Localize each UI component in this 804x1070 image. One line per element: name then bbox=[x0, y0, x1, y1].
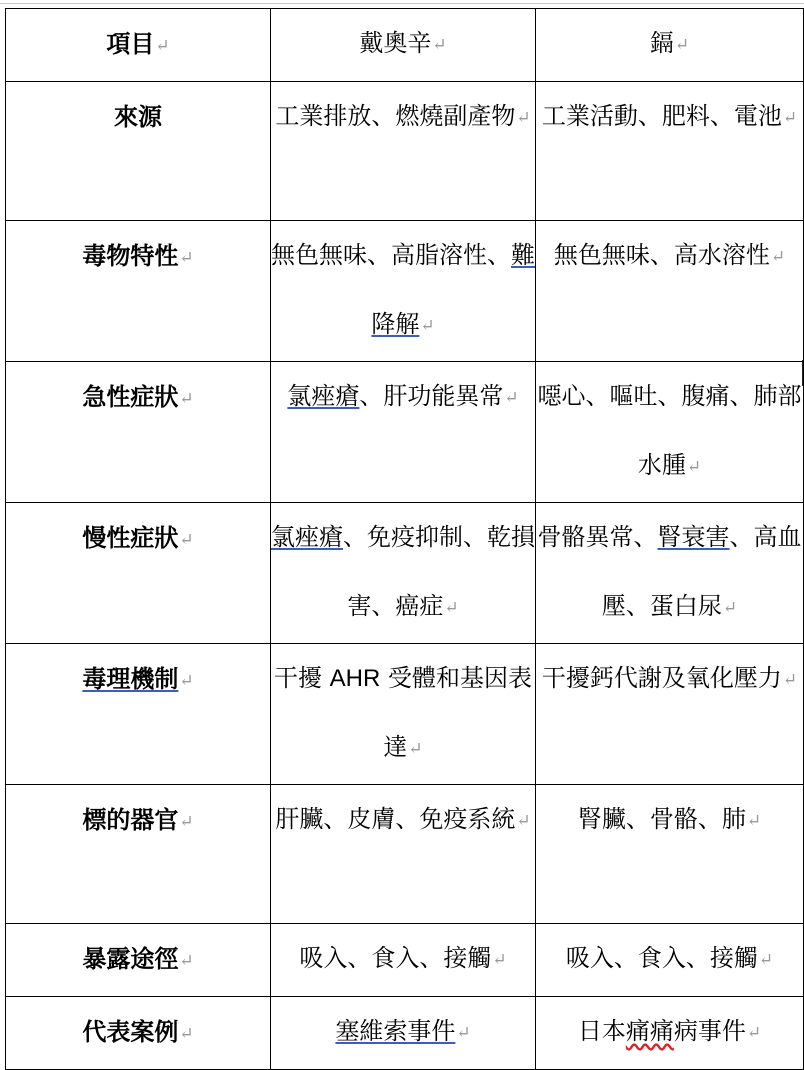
dioxin-cell[interactable]: 工業排放、燃燒副產物↵ bbox=[271, 82, 536, 221]
cadmium-cell[interactable]: 日本痛痛病事件↵ bbox=[536, 997, 804, 1070]
paragraph-mark-icon: ↵ bbox=[782, 108, 798, 128]
cadmium-cell[interactable]: 吸入、食入、接觸↵ bbox=[536, 924, 804, 997]
paragraph-mark-icon: ↵ bbox=[504, 388, 519, 408]
dioxin-cell[interactable]: 無色無味、高脂溶性、難降解↵ bbox=[271, 221, 536, 362]
paragraph-mark-icon: ↵ bbox=[179, 248, 194, 268]
paragraph-mark-icon: ↵ bbox=[746, 811, 762, 831]
table-row bbox=[6, 644, 804, 785]
paragraph-mark-icon: ↵ bbox=[155, 36, 170, 56]
row-key-cell[interactable]: 來源 bbox=[6, 82, 271, 221]
paragraph-mark-icon: ↵ bbox=[686, 457, 702, 477]
row-key-cell[interactable]: 毒物特性↵ bbox=[6, 221, 271, 362]
paragraph-mark-icon: ↵ bbox=[179, 389, 194, 409]
underlined-term: 氯痤瘡 bbox=[271, 523, 343, 551]
header-cell-cadmium[interactable]: 鎘↵ bbox=[536, 9, 804, 82]
paragraph-mark-icon: ↵ bbox=[456, 1023, 471, 1043]
cadmium-cell[interactable]: 工業活動、肥料、電池↵ bbox=[536, 82, 804, 221]
cadmium-cell[interactable]: 干擾鈣代謝及氧化壓力↵ bbox=[536, 644, 804, 785]
row-key-cell[interactable]: 代表案例↵ bbox=[6, 997, 271, 1070]
underlined-term: 氯痤瘡 bbox=[287, 382, 360, 410]
paragraph-mark-icon: ↵ bbox=[408, 739, 423, 759]
underlined-term: 毒理機制 bbox=[82, 664, 179, 693]
row-key-cell[interactable]: 慢性症狀↵ bbox=[6, 503, 271, 644]
row-key-cell[interactable]: 暴露途徑↵ bbox=[6, 924, 271, 997]
page-edge-line bbox=[0, 3, 804, 4]
underlined-term: 腎衰害 bbox=[657, 523, 730, 551]
paragraph-mark-icon: ↵ bbox=[179, 530, 194, 550]
paragraph-mark-icon: ↵ bbox=[492, 950, 507, 970]
table-row bbox=[6, 924, 804, 997]
header-cell-dioxin[interactable]: 戴奧辛↵ bbox=[271, 9, 536, 82]
paragraph-mark-icon: ↵ bbox=[179, 951, 194, 971]
paragraph-mark-icon: ↵ bbox=[516, 811, 531, 831]
table-header-row bbox=[6, 9, 804, 82]
row-key-cell[interactable]: 急性症狀↵ bbox=[6, 362, 271, 503]
underlined-term: 塞維索事件 bbox=[335, 1017, 456, 1045]
table-row bbox=[6, 503, 804, 644]
table-row bbox=[6, 362, 804, 503]
cadmium-cell[interactable]: 無色無味、高水溶性↵ bbox=[536, 221, 804, 362]
comparison-table bbox=[5, 8, 804, 1070]
paragraph-mark-icon: ↵ bbox=[758, 950, 774, 970]
dioxin-cell[interactable]: 氯痤瘡、肝功能異常↵ bbox=[271, 362, 536, 503]
table-row bbox=[6, 785, 804, 924]
table-row bbox=[6, 221, 804, 362]
dioxin-cell[interactable]: 干擾 AHR 受體和基因表達↵ bbox=[271, 644, 536, 785]
spellcheck-flagged-term: 痛痛 bbox=[625, 1017, 674, 1045]
underlined-term: 難降解 bbox=[371, 241, 535, 338]
dioxin-cell[interactable]: 氯痤瘡、免疫抑制、乾損害、癌症↵ bbox=[271, 503, 536, 644]
dioxin-cell[interactable]: 吸入、食入、接觸↵ bbox=[271, 924, 536, 997]
paragraph-mark-icon: ↵ bbox=[782, 670, 798, 690]
paragraph-mark-icon: ↵ bbox=[746, 1023, 762, 1043]
header-cell-item[interactable]: 項目↵ bbox=[6, 9, 271, 82]
table-row bbox=[6, 82, 804, 221]
paragraph-mark-icon: ↵ bbox=[432, 35, 447, 55]
paragraph-mark-icon: ↵ bbox=[179, 1024, 194, 1044]
dioxin-cell[interactable]: 肝臟、皮膚、免疫系統↵ bbox=[271, 785, 536, 924]
cadmium-cell[interactable]: 骨骼異常、腎衰害、高血壓、蛋白尿↵ bbox=[536, 503, 804, 644]
paragraph-mark-icon: ↵ bbox=[420, 316, 435, 336]
paragraph-mark-icon: ↵ bbox=[444, 598, 459, 618]
paragraph-mark-icon: ↵ bbox=[722, 598, 738, 618]
paragraph-mark-icon: ↵ bbox=[179, 812, 194, 832]
paragraph-mark-icon: ↵ bbox=[770, 247, 786, 267]
dioxin-cell[interactable] bbox=[271, 997, 536, 1070]
row-key-cell[interactable] bbox=[6, 644, 271, 785]
paragraph-mark-icon: ↵ bbox=[674, 35, 690, 55]
paragraph-mark-icon: ↵ bbox=[179, 671, 194, 691]
paragraph-mark-icon: ↵ bbox=[516, 108, 531, 128]
cadmium-cell[interactable]: 噁心、嘔吐、腹痛、肺部水腫↵ bbox=[536, 362, 804, 503]
table-row bbox=[6, 997, 804, 1070]
cadmium-cell[interactable]: 腎臟、骨骼、肺↵ bbox=[536, 785, 804, 924]
row-key-cell[interactable]: 標的器官↵ bbox=[6, 785, 271, 924]
